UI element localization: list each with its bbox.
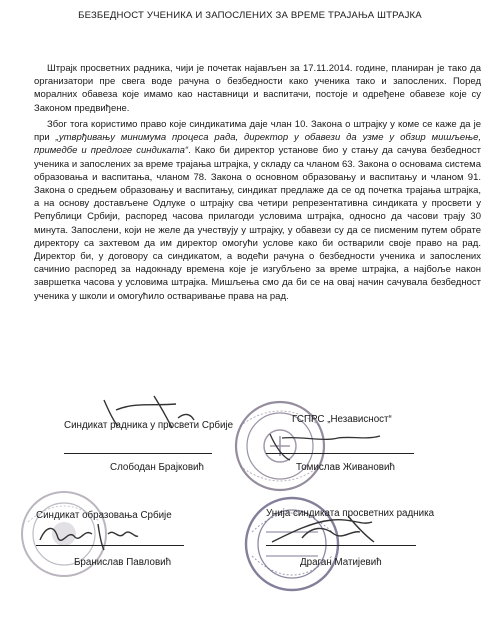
signature-line — [266, 453, 414, 454]
paragraph-intro — [34, 62, 481, 115]
signature-line — [64, 453, 212, 454]
paragraph-intro-text: Штрајк просветних радника, чији је почетак најављен за 17.11.2014. године, планиран је тако да организатори пре свега воде рачуна о безбедности како ученика тако и запослених. Поред моралних обавеза које имамо као наставници и васпитачи, постоје и одређене обавезе које су Законом предвиђене. — [34, 63, 481, 114]
person-name-zivanovic: Томислав Живановић — [296, 462, 395, 473]
signature-zivanovic — [262, 428, 392, 464]
signature-line — [266, 545, 416, 546]
person-name-pavlovic: Бранислав Павловић — [74, 557, 172, 568]
person-name-brajkovic: Слободан Брајковић — [110, 462, 204, 473]
person-name-matijevic: Драган Матијевић — [300, 557, 382, 568]
union-name-usprs: Унија синдиката просветних радника — [266, 508, 435, 519]
paragraph-main-text-2: . Како би директор установе био у стању да сачува безбедност ученика и запослених за време трајања штрајка, у складу са чланом 63. Закона о основама система образовања и васпитања, чланом 78. Закона о основном образовању и васпитању и чланом 91. Закона о средњем образовању и васпитању, синдикат предлаже да се од почетка трајања штрајка, а на основу достављене Одлуке о штрајку сва четири репрезентативна синдиката у просвети у Републици Србији, распоред часова прилагоди условима штрајка, односно да часови трају 30 минута. Запослени, који не желе да учествују у штрајку, у обавези су да се писменим путем обрате директору са захтевом да им директор омогући услове како би остварили своје право на рад. Директор би, у договору са синдикатом, а водећи рачуна о безбедности ученика и запослених сачинио распоред за надокнаду времена које је изгубљено за време штрајка, а најбоље након завршетка часова у условима штрајка. Мишљења смо да би се на овај начин сачувала безбедност ученика у школи и омогућило остваривање права на рад. — [34, 145, 482, 302]
signature-line — [36, 545, 184, 546]
quoted-law-excerpt: „утврђивању минимума процеса рада, директор у обавези да узме у обзир мишљење, примедбе и предлоге синдиката“ — [34, 132, 481, 157]
signature-pavlovic — [34, 516, 164, 556]
union-name-gsprs: ГСПРС „Независност“ — [292, 414, 392, 425]
union-name-srps: Синдикат радника у просвети Србије — [64, 420, 234, 431]
union-name-sos: Синдикат образовања Србије — [36, 510, 172, 521]
document-title: БЕЗБЕДНОСТ УЧЕНИКА И ЗАПОСЛЕНИХ ЗА ВРЕМЕ ТРАЈАЊА ШТРАЈКА — [78, 10, 422, 21]
paragraph-main — [34, 118, 481, 303]
paragraph-main-text-1: Због тога користимо право које синдикатима даје члан 10. Закона о штрајку у коме се каже да је при — [34, 119, 481, 144]
